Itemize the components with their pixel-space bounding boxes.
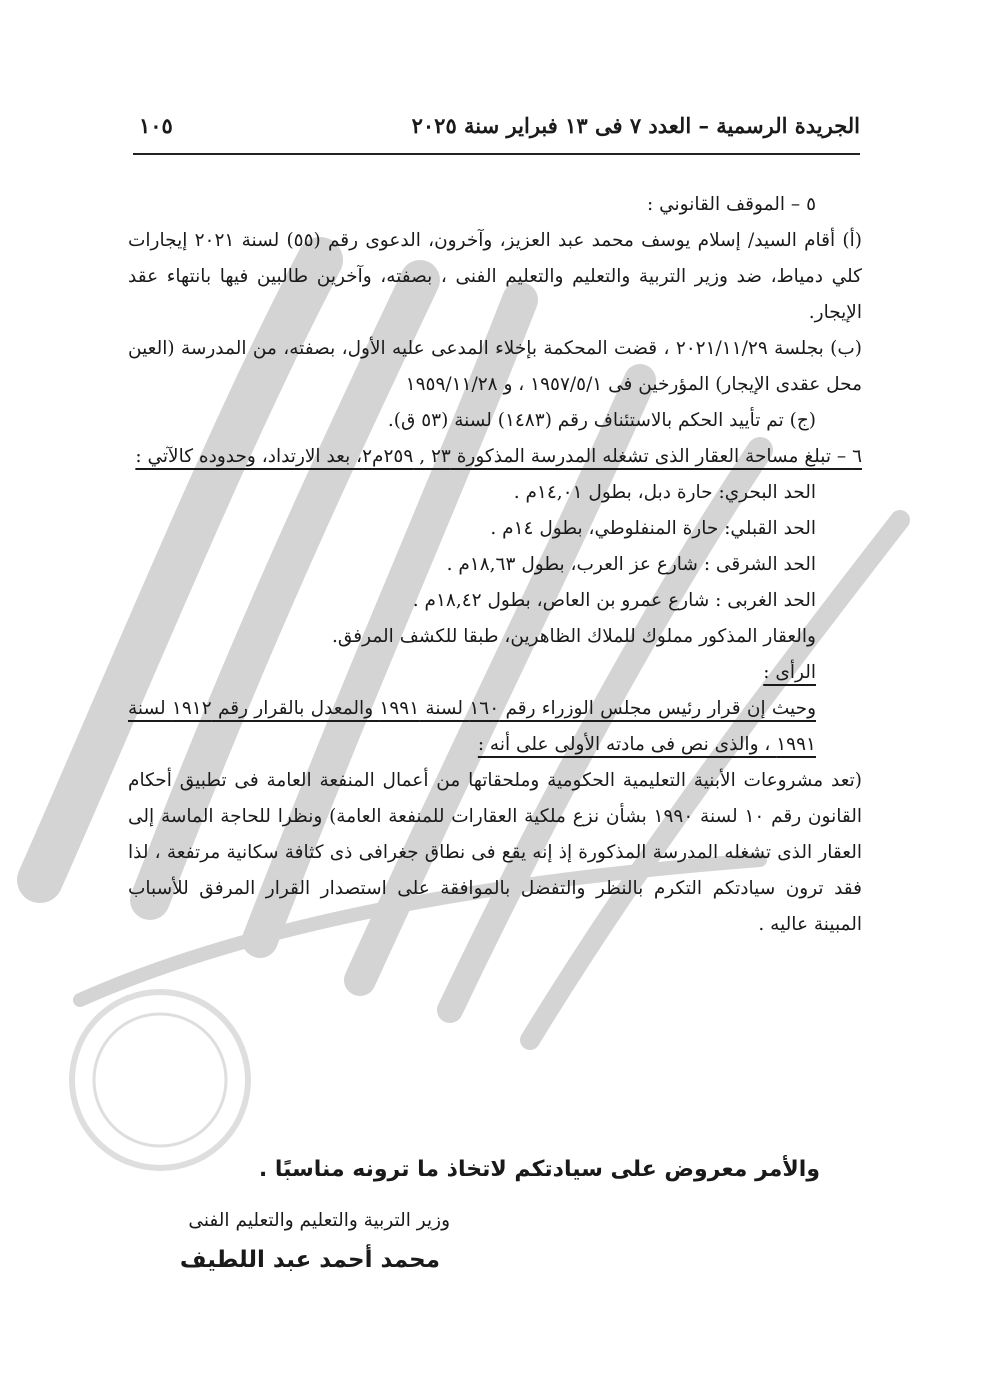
border-north: الحد البحري: حارة دبل، بطول ١٤,٠١م . [513,482,816,503]
paragraph-b: (ب) بجلسة ٢٠٢١/١١/٢٩ ، قضت المحكمة بإخلاء المدعى عليه الأول، بصفته، من المدرسة (العين محل عقدى الإيجار) المؤرخين فى ١٩٥٧/٥/١ ، و ١٩٥٩/١١/٢٨ [128,338,863,395]
quoted-decree-text: (تعد مشروعات الأبنية التعليمية الحكومية وملحقاتها من أعمال المنفعة العامة فى تطبيق أحكام القانون رقم ١٠ لسنة ١٩٩٠ بشأن نزع ملكية العقارات للمنفعة العامة) ونظرا للحاجة الماسة إلى العقار الذى تشغله المدرسة المذكورة إذ إنه يقع فى نطاق جغرافى ذى كثافة سكانية مرتفعة ، لذا فقد ترون سيادتكم التكرم بالنظر والتفضل بالموافقة على استصدار القرار المرفق للأسباب المبينة عاليه . [128,770,862,935]
section-6-area: ٦ – تبلغ مساحة العقار الذى تشغله المدرسة المذكورة ٢٣ , ٢٥٩م٢، بعد الارتداد، وحدوده كالآتي : [135,446,862,467]
closing-statement: والأمر معروض على سيادتكم لاتخاذ ما ترونه مناسبًا . [258,1157,820,1182]
opinion-heading: الرأى : [763,662,816,683]
border-west: الحد الغربى : شارع عمرو بن العاص، بطول ١٨,٤٢م . [412,590,816,611]
opinion-text: وحيث إن قرار رئيس مجلس الوزراء رقم ١٦٠ لسنة ١٩٩١ والمعدل بالقرار رقم ١٩١٢ لسنة ١٩٩١ ، والذى نص فى مادته الأولى على أنه : [128,698,816,755]
border-south: الحد القبلي: حارة المنفلوطي، بطول ١٤م . [490,518,816,539]
border-east: الحد الشرقى : شارع عز العرب، بطول ١٨,٦٣م . [446,554,816,575]
page-number: ١٠٥ [139,113,173,138]
page-header [133,113,860,147]
header-divider [133,153,860,155]
paragraph-c: (ج) تم تأييد الحكم بالاستئناف رقم (١٤٨٣) لسنة (٥٣ ق). [387,410,816,431]
document-body [128,187,862,943]
signatory-name: محمد أحمد عبد اللطيف [179,1247,440,1273]
signatory-title: وزير التربية والتعليم والتعليم الفنى [188,1210,450,1231]
paragraph-a: (أ) أقام السيد/ إسلام يوسف محمد عبد العزيز، وآخرون، الدعوى رقم (٥٥) لسنة ٢٠٢١ إيجارات كلي دمياط، ضد وزير التربية والتعليم والتعليم الفنى ، بصفته، وآخرين طالبين فيها بانتهاء عقد الإيجار. [128,230,862,323]
header-title: الجريدة الرسمية – العدد ٧ فى ١٣ فبراير سنة ٢٠٢٥ [411,113,860,138]
ownership-note: والعقار المذكور مملوك للملاك الظاهرين، طبقا للكشف المرفق. [331,626,816,647]
section-5-heading: ٥ – الموقف القانوني : [646,194,816,215]
